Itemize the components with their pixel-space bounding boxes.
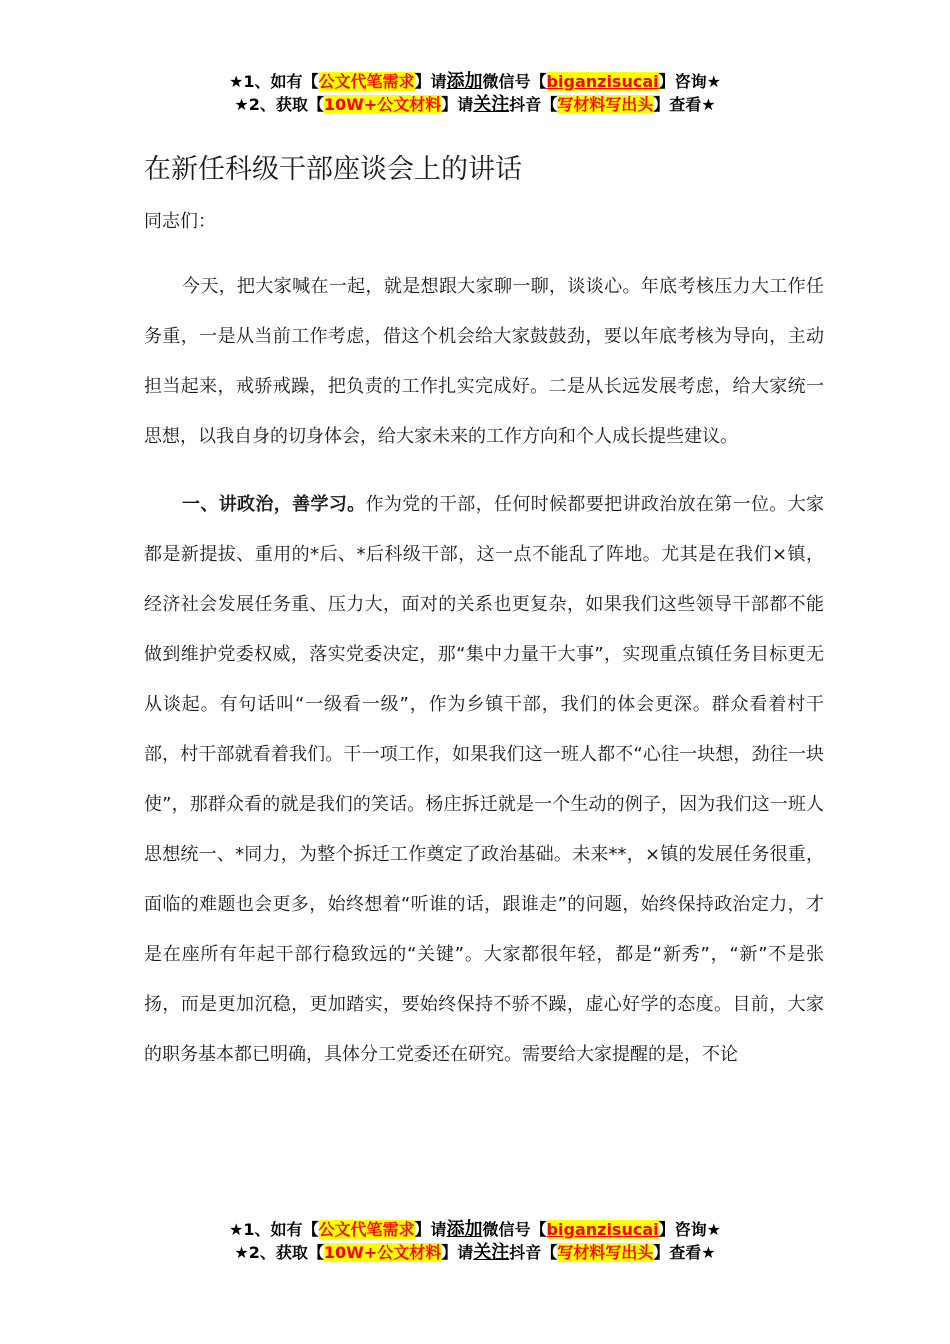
promo-text: 】查看★ — [653, 1243, 716, 1262]
promo-highlight: 10W+公文材料 — [323, 95, 442, 114]
bottom-promo-banner — [0, 1218, 950, 1264]
promo-text: ★2、获取【 — [234, 95, 324, 114]
promo-line-1 — [0, 70, 950, 93]
promo-text: 】查看★ — [653, 95, 716, 114]
promo-text: 】请 — [441, 95, 474, 114]
paragraph-text: 今天，把大家喊在一起，就是想跟大家聊一聊，谈谈心。年底考核压力大工作任务重，一是从当前工作考虑，借这个机会给大家鼓鼓劲，要以年底考核为导向，主动担当起来，戒骄戒躁，把负责的工作扎实完成好。二是从长远发展考虑，给大家统一思想，以我自身的切身体会，给大家未来的工作方向和个人成长提些建议。 — [144, 276, 824, 447]
promo-text: 】咨询★ — [658, 1220, 721, 1239]
document-body — [144, 150, 824, 1098]
paragraph-intro — [144, 262, 824, 462]
promo-emphasis: 关注 — [473, 1242, 510, 1263]
promo-text: 】请 — [414, 72, 447, 91]
promo-highlight: 公文代笔需求 — [318, 1220, 415, 1239]
promo-highlight: 10W+公文材料 — [323, 1243, 442, 1262]
promo-line-1 — [0, 1218, 950, 1241]
promo-highlight: 公文代笔需求 — [318, 72, 415, 91]
promo-text: 抖音【 — [509, 1243, 558, 1262]
promo-highlight: 写材料写出头 — [557, 1243, 654, 1262]
promo-emphasis: 添加 — [446, 1219, 483, 1240]
promo-emphasis: 关注 — [473, 94, 510, 115]
promo-text: ★1、如有【 — [229, 72, 319, 91]
wechat-id-link[interactable]: biganzisucai — [546, 1220, 659, 1239]
document-title: 在新任科级干部座谈会上的讲话 — [144, 154, 522, 185]
promo-text: 微信号【 — [482, 1220, 547, 1239]
promo-highlight: 写材料写出头 — [557, 95, 654, 114]
promo-text: ★2、获取【 — [234, 1243, 324, 1262]
promo-text: ★1、如有【 — [229, 1220, 319, 1239]
promo-text: 】咨询★ — [658, 72, 721, 91]
promo-line-2 — [0, 93, 950, 116]
paragraph-section-1 — [144, 480, 824, 1080]
promo-text: 】请 — [441, 1243, 474, 1262]
wechat-id-link[interactable]: biganzisucai — [546, 72, 659, 91]
promo-text: 微信号【 — [482, 72, 547, 91]
promo-text: 】请 — [414, 1220, 447, 1239]
promo-text: 抖音【 — [509, 95, 558, 114]
paragraph-text: 作为党的干部，任何时候都要把讲政治放在第一位。大家都是新提拔、重用的*后、*后科级干部，这一点不能乱了阵地。尤其是在我们×镇，经济社会发展任务重、压力大，面对的关系也更复杂，如果我们这些领导干部都不能做到维护党委权威，落实党委决定，那“集中力量干大事”，实现重点镇任务目标更无从谈起。有句话叫“一级看一级”，作为乡镇干部，我们的体会更深。群众看着村干部，村干部就看着我们。干一项工作，如果我们这一班人都不“心往一块想，劲往一块使”，那群众看的就是我们的笑话。杨庄拆迁就是一个生动的例子，因为我们这一班人思想统一、*同力，为整个拆迁工作奠定了政治基础。未来**，×镇的发展任务很重，面临的难题也会更多，始终想着“听谁的话，跟谁走”的问题，始终保持政治定力，才是在座所有年起干部行稳致远的“关键”。大家都很年轻，都是“新秀”，“新”不是张扬，而是更加沉稳，更加踏实，要始终保持不骄不躁，虚心好学的态度。目前，大家的职务基本都已明确，具体分工党委还在研究。需要给大家提醒的是，不论 — [144, 494, 824, 1065]
top-promo-banner — [0, 70, 950, 116]
salutation: 同志们： — [144, 211, 216, 232]
promo-line-2 — [0, 1241, 950, 1264]
section-heading: 一、讲政治，善学习。 — [182, 494, 366, 515]
promo-emphasis: 添加 — [446, 71, 483, 92]
